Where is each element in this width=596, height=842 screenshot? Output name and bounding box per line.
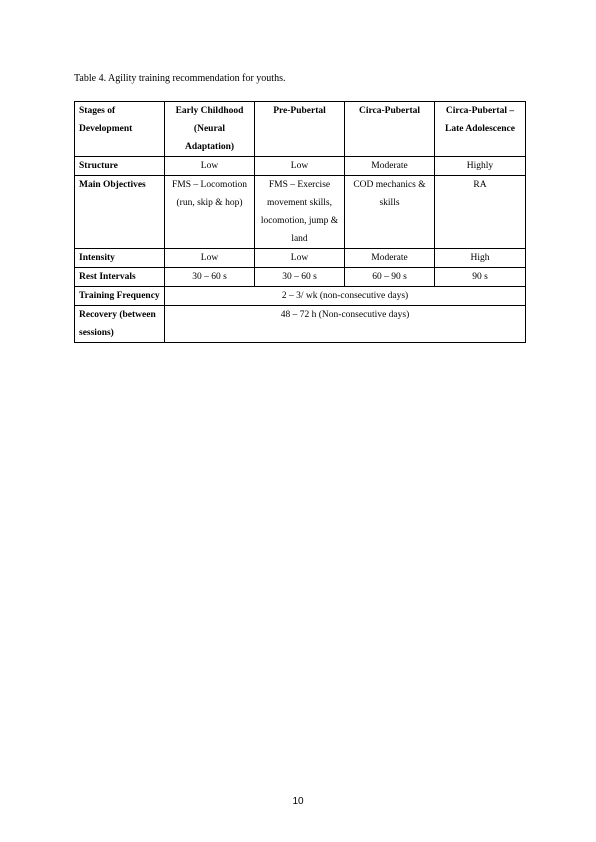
table-cell: 90 s (435, 268, 526, 287)
table-cell: Highly (435, 157, 526, 176)
table-row-structure (75, 157, 526, 176)
table-cell-merged: 48 – 72 h (Non-consecutive days) (165, 306, 526, 343)
row-label: Intensity (75, 249, 165, 268)
agility-recommendation-table (74, 101, 526, 343)
table-row-intensity (75, 249, 526, 268)
table-row-main-objectives (75, 176, 526, 249)
table-cell-merged: 2 – 3/ wk (non-consecutive days) (165, 287, 526, 306)
table-cell: Low (255, 157, 345, 176)
table-cell: 30 – 60 s (255, 268, 345, 287)
header-circa-pubertal: Circa-Pubertal (345, 102, 435, 157)
table-cell: Moderate (345, 157, 435, 176)
header-circa-pubertal-late-adolescence: Circa-Pubertal – Late Adolescence (435, 102, 526, 157)
table-cell: Low (165, 157, 255, 176)
table-cell: COD mechanics & skills (345, 176, 435, 249)
table-caption: Table 4. Agility training recommendation for youths. (74, 73, 286, 84)
table-cell: Low (165, 249, 255, 268)
page-number: 10 (292, 796, 304, 807)
row-label: Main Objectives (75, 176, 165, 249)
table-cell: FMS – Exercise movement skills, locomotion, jump & land (255, 176, 345, 249)
header-pre-pubertal: Pre-Pubertal (255, 102, 345, 157)
header-early-childhood: Early Childhood (Neural Adaptation) (165, 102, 255, 157)
table-cell: High (435, 249, 526, 268)
table-row-recovery (75, 306, 526, 343)
table-cell: Low (255, 249, 345, 268)
table-row-rest-intervals (75, 268, 526, 287)
table-cell: Moderate (345, 249, 435, 268)
row-label: Structure (75, 157, 165, 176)
table-cell: 60 – 90 s (345, 268, 435, 287)
header-stub-stages: Stages of Development (75, 102, 165, 157)
row-label: Recovery (between sessions) (75, 306, 165, 343)
row-label: Rest Intervals (75, 268, 165, 287)
table-cell: RA (435, 176, 526, 249)
row-label: Training Frequency (75, 287, 165, 306)
table-cell: FMS – Locomotion (run, skip & hop) (165, 176, 255, 249)
table-row-training-frequency (75, 287, 526, 306)
table-header-row (75, 102, 526, 157)
table-cell: 30 – 60 s (165, 268, 255, 287)
